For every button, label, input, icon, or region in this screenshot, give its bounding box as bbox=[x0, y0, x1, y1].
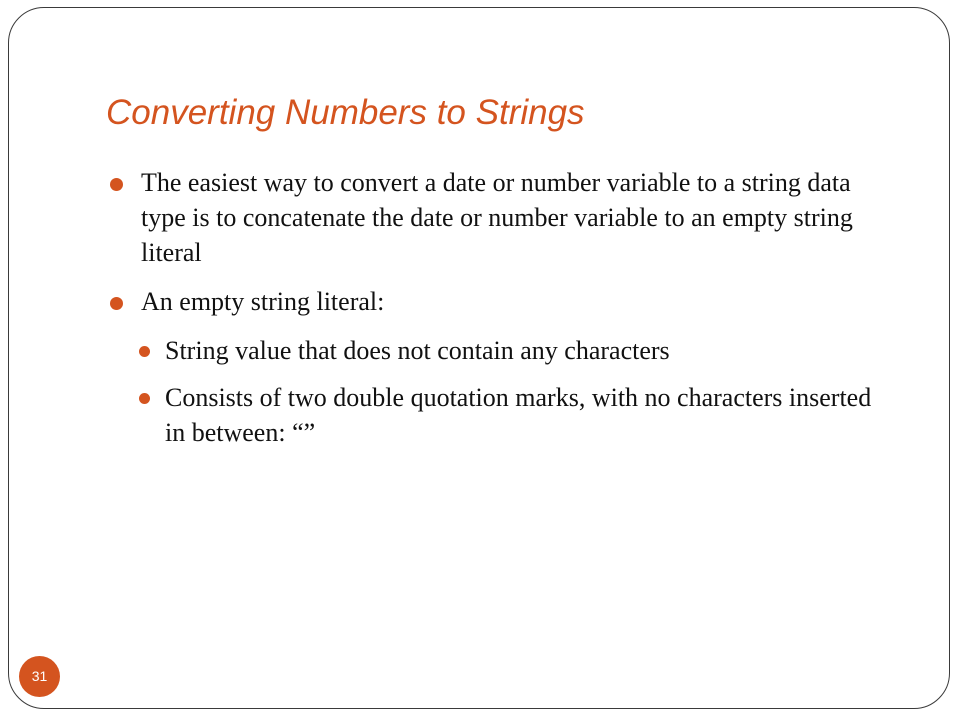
slide-number-badge: 31 bbox=[19, 656, 60, 697]
bullet-item: An empty string literal: bbox=[106, 284, 886, 319]
slide-content bbox=[106, 165, 886, 462]
sub-bullet-item: Consists of two double quotation marks, with no characters inserted in between: “” bbox=[130, 380, 886, 450]
sub-bullet-item: String value that does not contain any characters bbox=[130, 333, 886, 368]
bullet-item: The easiest way to convert a date or number variable to a string data type is to concatenate the date or number variable to an empty string literal bbox=[106, 165, 886, 270]
slide-title: Converting Numbers to Strings bbox=[106, 93, 585, 132]
